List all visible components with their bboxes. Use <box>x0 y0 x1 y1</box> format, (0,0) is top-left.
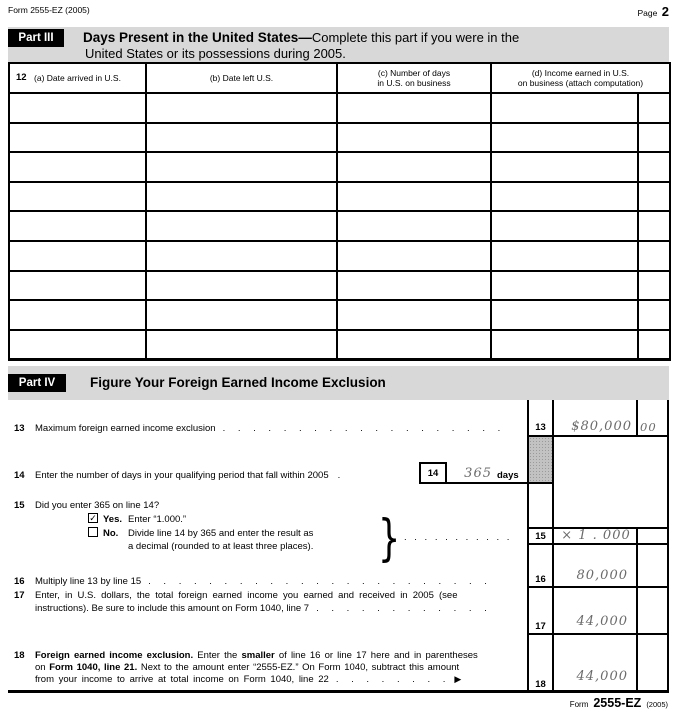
day-cell[interactable] <box>638 182 670 212</box>
day-cell[interactable] <box>9 211 146 241</box>
page-label: Page <box>637 8 658 18</box>
line14-tail-dot: . <box>337 470 341 481</box>
no-text-line1: Divide line 14 by 365 and enter the result as <box>128 528 314 539</box>
line14-inline-box <box>419 462 447 483</box>
line18-number: 18 <box>14 650 25 661</box>
day-cell[interactable] <box>491 300 638 330</box>
row15-bottom-line <box>527 543 669 545</box>
part3-header-bar <box>8 27 669 62</box>
line18-text-line2 <box>35 662 459 673</box>
col-c-line2: in U.S. on business <box>377 78 451 88</box>
day-row <box>9 182 670 212</box>
day-cell[interactable] <box>337 211 491 241</box>
day-cell[interactable] <box>337 93 491 123</box>
day-cell[interactable] <box>337 330 491 360</box>
col-a-label: (a) Date arrived in U.S. <box>34 73 121 83</box>
line15-number: 15 <box>14 500 25 511</box>
cents-divider-line13 <box>636 400 638 437</box>
day-cell[interactable] <box>337 152 491 182</box>
col-d-line2: on business (attach computation) <box>517 78 644 88</box>
part3-chip: Part III <box>8 29 64 47</box>
footer-year: (2005) <box>646 700 668 709</box>
day-cell[interactable] <box>638 152 670 182</box>
day-cell[interactable] <box>337 241 491 271</box>
day-cell[interactable] <box>638 330 670 360</box>
line16-text <box>35 576 487 587</box>
part4-chip: Part IV <box>8 374 66 392</box>
line13-dot-leader: . . . . . . . . . . . . . . . . . . . <box>222 423 501 434</box>
cents-divider-lines15-18 <box>636 527 638 692</box>
line17-label2: instructions). Be sure to include this amount on Form 1040, line 7 <box>35 603 310 614</box>
part4-title: Figure Your Foreign Earned Income Exclusion <box>90 375 386 390</box>
day-cell[interactable] <box>638 123 670 153</box>
day-row <box>9 123 670 153</box>
line15-factor-field[interactable]: × 1 . 000 <box>561 528 631 543</box>
line14-box-number: 14 <box>427 468 439 479</box>
day-cell[interactable] <box>337 182 491 212</box>
day-row <box>9 330 670 360</box>
day-cell[interactable] <box>491 93 638 123</box>
line17-text-line2 <box>35 603 487 614</box>
day-cell[interactable] <box>146 152 337 182</box>
col-a-header <box>9 63 146 93</box>
line13-amount-field[interactable]: $80,000 <box>571 419 632 434</box>
line18-text-line1 <box>35 650 478 661</box>
line16-amount-field[interactable]: 80,000 <box>576 568 628 583</box>
line17-amount-field[interactable]: 44,000 <box>576 614 628 629</box>
day-cell[interactable] <box>337 271 491 301</box>
day-row <box>9 211 670 241</box>
day-cell[interactable] <box>146 300 337 330</box>
line18-mid1: Enter the <box>193 650 242 661</box>
col-d-header <box>491 63 670 93</box>
no-checkbox[interactable] <box>88 527 98 537</box>
day-cell[interactable] <box>9 300 146 330</box>
line18-bold2: smaller <box>241 650 275 661</box>
line13-label: Maximum foreign earned income exclusion <box>35 423 216 434</box>
line16-number: 16 <box>14 576 25 587</box>
yes-checkmark-icon: ✓ <box>89 513 97 523</box>
line16-label: Multiply line 13 by line 15 <box>35 576 142 587</box>
day-cell[interactable] <box>491 211 638 241</box>
day-cell[interactable] <box>638 93 670 123</box>
yes-checkbox[interactable] <box>88 513 98 523</box>
line14-days-field[interactable]: 365 <box>464 466 492 481</box>
line14-text <box>35 470 340 481</box>
day-cell[interactable] <box>9 182 146 212</box>
part4-bottom-line <box>8 690 669 693</box>
day-cell[interactable] <box>9 93 146 123</box>
day-cell[interactable] <box>638 211 670 241</box>
footer-form-label: Form <box>569 700 589 709</box>
line18-rest2: Next to the amount enter “2555-EZ.” On Form 1040, subtract this amount <box>137 662 460 673</box>
line18-box-number: 18 <box>535 679 546 690</box>
col-b-header: (b) Date left U.S. <box>146 63 337 93</box>
answer-col-right-line <box>667 400 669 692</box>
day-cell[interactable] <box>9 152 146 182</box>
day-cell[interactable] <box>337 300 491 330</box>
day-row <box>9 152 670 182</box>
day-cell[interactable] <box>9 330 146 360</box>
day-cell[interactable] <box>9 123 146 153</box>
shaded-cell <box>529 437 552 483</box>
col-c-line1: (c) Number of days <box>377 68 451 78</box>
part3-title-line2: United States or its possessions during 2005. <box>85 46 346 61</box>
part3-title-normal: Complete this part if you were in the <box>311 30 520 45</box>
line18-text-line3 <box>35 674 461 685</box>
part4-header-bar <box>8 366 669 400</box>
day-cell[interactable] <box>9 241 146 271</box>
part3-title <box>83 29 519 47</box>
days-table-header-row <box>9 63 670 93</box>
line17-dot-leader: . . . . . . . . . . . . <box>316 603 487 614</box>
day-cell[interactable] <box>146 241 337 271</box>
row17-bottom-line <box>527 633 669 635</box>
day-row <box>9 241 670 271</box>
line14-number: 14 <box>14 470 25 481</box>
day-cell[interactable] <box>337 123 491 153</box>
line17-box-number: 17 <box>535 621 546 632</box>
line14-days-unit: days <box>497 470 519 481</box>
form-id-header: Form 2555-EZ (2005) <box>8 5 90 15</box>
footer <box>570 696 668 710</box>
numbox-right-line <box>552 400 554 692</box>
day-cell[interactable] <box>491 152 638 182</box>
days-table-body <box>9 93 670 359</box>
no-label: No. <box>103 528 119 539</box>
day-row <box>9 300 670 330</box>
line18-bold1: Foreign earned income exclusion. <box>35 650 194 661</box>
line18-rest1: of line 16 or line 17 here and in parentheses <box>274 650 478 661</box>
line16-box-number: 16 <box>535 574 546 585</box>
right-arrow-icon: ▶ <box>454 674 462 684</box>
line12-number: 12 <box>16 72 27 83</box>
day-cell[interactable] <box>146 271 337 301</box>
brace-glyph: } <box>378 509 401 567</box>
line15-box-number: 15 <box>535 531 546 542</box>
page-indicator <box>637 3 669 21</box>
line18-amount-field[interactable]: 44,000 <box>576 669 628 684</box>
line18-label3: from your income to arrive at total income on Form 1040, line 22 <box>35 674 329 685</box>
no-text-line2: a decimal (rounded to at least three places). <box>128 541 314 552</box>
col-c-header <box>337 63 491 93</box>
yes-text: Enter “1.000.” <box>128 514 187 525</box>
line17-text-line1: Enter, in U.S. dollars, the total foreign earned income you earned and received in 2005 (see <box>35 590 458 601</box>
day-cell[interactable] <box>491 123 638 153</box>
line13-number: 13 <box>14 423 25 434</box>
col-d-line1: (d) Income earned in U.S. <box>531 68 630 78</box>
day-cell[interactable] <box>491 241 638 271</box>
line13-box-number: 13 <box>535 422 546 433</box>
line18-pre2: on <box>35 662 50 673</box>
day-cell[interactable] <box>146 182 337 212</box>
line13-text <box>35 423 500 434</box>
day-row <box>9 271 670 301</box>
day-cell[interactable] <box>638 241 670 271</box>
part3-title-bold: Days Present in the United States— <box>83 30 312 45</box>
line13-cents-field[interactable]: 00 <box>640 420 657 434</box>
day-cell[interactable] <box>146 123 337 153</box>
day-cell[interactable] <box>146 330 337 360</box>
line17-number: 17 <box>14 590 25 601</box>
row16-bottom-line <box>527 586 669 588</box>
day-row <box>9 93 670 123</box>
days-present-table <box>8 62 671 361</box>
page-number: 2 <box>661 4 669 19</box>
day-cell[interactable] <box>491 182 638 212</box>
line15-question: Did you enter 365 on line 14? <box>35 500 160 511</box>
day-cell[interactable] <box>9 271 146 301</box>
day-cell[interactable] <box>146 93 337 123</box>
line14-label: Enter the number of days in your qualifying period that fall within 2005 <box>35 470 329 481</box>
line15-dot-leader: . . . . . . . . . . . <box>404 532 510 543</box>
day-cell[interactable] <box>491 271 638 301</box>
line18-bold3: Form 1040, line 21. <box>49 662 138 673</box>
line16-dot-leader: . . . . . . . . . . . . . . . . . . . . . . . <box>148 576 487 587</box>
day-cell[interactable] <box>638 300 670 330</box>
line18-dot-leader: . . . . . . . . <box>335 674 446 685</box>
day-cell[interactable] <box>146 211 337 241</box>
day-cell[interactable] <box>491 330 638 360</box>
yes-label: Yes. <box>103 514 123 525</box>
footer-form-number: 2555-EZ <box>593 696 642 710</box>
day-cell[interactable] <box>638 271 670 301</box>
